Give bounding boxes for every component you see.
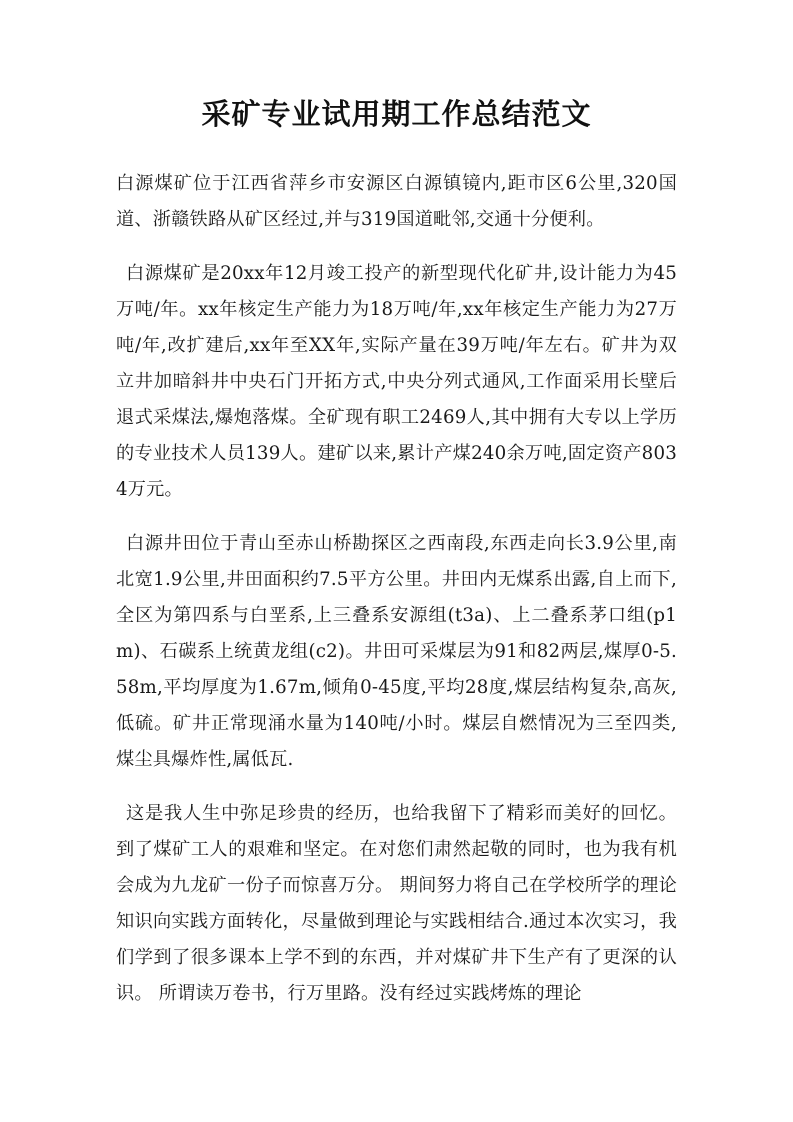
paragraph-reflection: 这是我人生中弥足珍贵的经历，也给我留下了精彩而美好的回忆。到了煤矿工人的艰难和坚定。在对您们肃然起敬的同时，也为我有机会成为九龙矿一份子而惊喜万分。 期间努力将自己在学校所学的理论知识向实践方面转化，尽量做到理论与实践相结合.通过本次实习，我们学到了很多课本上学不到的东西，并对煤矿井下生产有了更深的认识。 所谓读万卷书，行万里路。没有经过实践烤炼的理论 [116,803,677,1004]
paragraph-location: 白源煤矿位于江西省萍乡市安源区白源镇镜内,距市区6公里,320国道、浙赣铁路从矿区经过,并与319国道毗邻,交通十分便利。 [116,173,677,230]
paragraph-geology: 白源井田位于青山至赤山桥勘探区之西南段,东西走向长3.9公里,南北宽1.9公里,井田面积约7.5平方公里。井田内无煤系出露,自上而下,全区为第四系与白垩系,上三叠系安源组(t3a)、上二叠系茅口组(p1m)、石碳系上统黄龙组(c2)。井田可采煤层为91和82两层,煤厚0-5.58m,平均厚度为1.67m,倾角0-45度,平均28度,煤层结构复杂,高灰,低硫。矿井正常现涌水量为140吨/小时。煤层自燃情况为三至四类,煤尘具爆炸性,属低瓦. [116,533,677,770]
paragraph-mine-overview: 白源煤矿是20xx年12月竣工投产的新型现代化矿井,设计能力为45万吨/年。xx年核定生产能力为18万吨/年,xx年核定生产能力为27万吨/年,改扩建后,xx年至XX年,实际产量在39万吨/年左右。矿井为双立井加暗斜井中央石门开拓方式,中央分列式通风,工作面采用长壁后退式采煤法,爆炮落煤。全矿现有职工2469人,其中拥有大专以上学历的专业技术人员139人。建矿以来,累计产煤240余万吨,固定资产8034万元。 [116,263,677,500]
document-title: 采矿专业试用期工作总结范文 [201,97,592,131]
